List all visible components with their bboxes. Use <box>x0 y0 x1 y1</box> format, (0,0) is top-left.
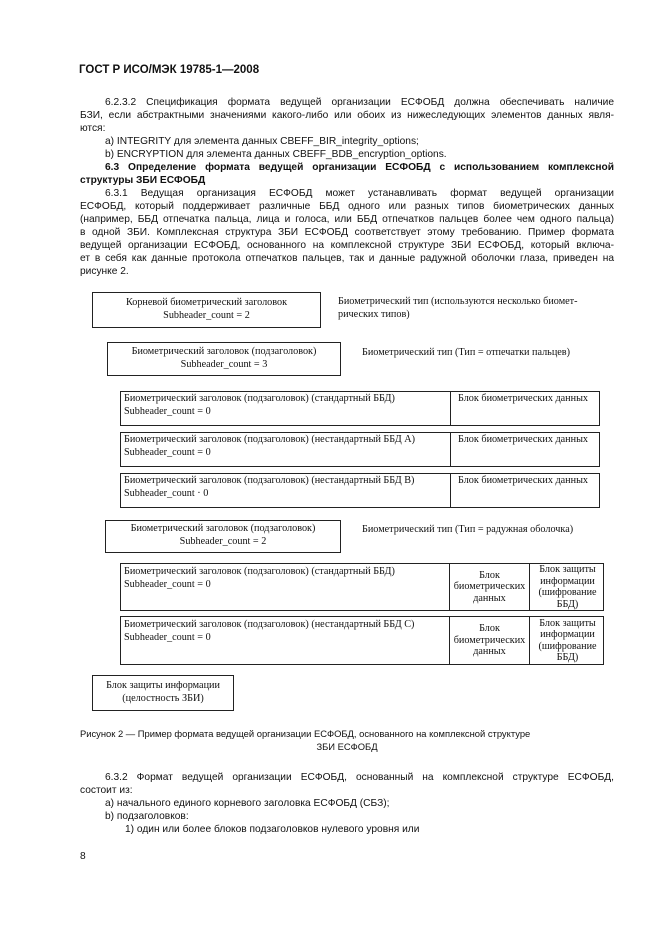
biometric-data-block-label: Блок биометрических данных <box>458 393 589 404</box>
root-type-note-line2: рических типов) <box>338 309 410 320</box>
figure-caption-line1: Рисунок 2 — Пример формата ведущей организации ЕСФОБД, основанного на комплексной структуре <box>80 728 531 739</box>
biometric-data-block <box>449 564 529 610</box>
biometric-data-block <box>450 474 602 507</box>
page-number: 8 <box>80 851 86 862</box>
block-line: биометрических <box>453 581 526 593</box>
paragraph-6-3-2-line2: состоит из: <box>80 785 133 796</box>
security-line: (шифрование <box>538 587 597 598</box>
paragraph-6-2-3-2-line3: ются: <box>80 123 106 134</box>
block-line: данных <box>473 592 506 604</box>
list-item-b: b) ENCRYPTION для элемента данных CBEFF_BDB_encryption_options. <box>105 149 447 160</box>
list-item-a: a) INTEGRITY для элемента данных CBEFF_BIR_integrity_options; <box>105 136 419 147</box>
iris-row-nonstandard-c <box>120 616 604 665</box>
paragraph-6-3-1-line6: ет в себя как данные протокола отпечатков пальцев, так и данные радужной оболочки глаза, приведен на <box>80 253 614 264</box>
block-line: Блок <box>479 623 500 635</box>
fingerprint-subheader-box <box>107 342 341 376</box>
row-count: Subheader_count = 0 <box>124 446 211 458</box>
root-header-title: Корневой биометрический заголовок <box>125 297 288 308</box>
iris-subheader-box <box>105 520 341 553</box>
fingerprint-type-note: Биометрический тип (Тип = отпечатки пальцев) <box>362 347 571 358</box>
integrity-block-line1: Блок защиты информации <box>106 680 220 691</box>
row-title: Биометрический заголовок (подзаголовок) (нестандартный ББД А) <box>124 434 415 445</box>
paragraph-6-3-1-line1: 6.3.1 Ведущая организация ЕСФОБД может устанавливать формат ведущей организации <box>105 188 614 199</box>
fingerprint-row-nonstandard-b <box>120 473 600 508</box>
security-line: Блок защиты <box>539 564 596 575</box>
biometric-data-block <box>450 392 602 425</box>
fingerprint-subheader-title: Биометрический заголовок (подзаголовок) <box>131 346 317 357</box>
block-line: биометрических <box>453 634 526 646</box>
section-heading-line1: 6.3 Определение формата ведущей организации ЕСФОБД с использованием комплексной <box>105 162 614 173</box>
block-line: данных <box>473 646 506 658</box>
security-line: информации <box>540 575 595 587</box>
row-count: Subheader_count = 0 <box>124 405 211 417</box>
security-line: ББД) <box>556 598 579 610</box>
security-line: Блок защиты <box>539 617 596 629</box>
fingerprint-subheader-count: Subheader_count = 3 <box>180 358 268 370</box>
block-line: Блок <box>479 569 500 581</box>
biometric-data-block <box>449 617 529 664</box>
list-item-b-bottom: b) подзаголовков: <box>105 811 189 822</box>
list-item-a-bottom: a) начального единого корневого заголовка ЕСФОБД (СБЗ); <box>105 798 390 809</box>
row-title: Биометрический заголовок (подзаголовок) (нестандартный ББД В) <box>124 475 415 486</box>
security-line: информации <box>540 629 595 640</box>
root-type-note <box>338 295 578 321</box>
fingerprint-row-standard <box>120 391 600 426</box>
list-item-b1: 1) один или более блоков подзаголовков нулевого уровня или <box>125 824 420 835</box>
security-block <box>529 617 605 664</box>
section-heading-line2: структуры ЗБИ ЕСФОБД <box>80 175 206 186</box>
paragraph-6-3-1-line4: в одной ЗБИ. Комплексная структура ЗБИ ЕСФОБД соответствует этому требованию. Пример формата <box>80 227 614 238</box>
figure-caption-line2: ЗБИ ЕСФОБД <box>316 741 378 752</box>
paragraph-6-3-2-line1: 6.3.2 Формат ведущей организации ЕСФОБД, основанный на комплексной структуре ЕСФОБД, <box>105 772 614 783</box>
row-count: Subheader_count = 0 <box>124 578 211 590</box>
paragraph-6-3-1-line7: рисунке 2. <box>80 266 129 277</box>
paragraph-6-3-1-line2: ЕСФОБД, который поддерживает различные ББД одного или разных типов биометрических данных <box>80 201 614 212</box>
row-title: Биометрический заголовок (подзаголовок) (стандартный ББД) <box>124 566 395 577</box>
iris-type-note: Биометрический тип (Тип = радужная оболочка) <box>362 524 574 535</box>
root-header-count: Subheader_count = 2 <box>163 309 250 321</box>
paragraph-6-3-1-line5: ведущей организации ЕСФОБД, основанного на комплексной структуре ЗБИ ЕСФОБД, который включа- <box>80 240 614 251</box>
security-line: (шифрование <box>538 640 597 652</box>
integrity-block <box>92 675 234 711</box>
integrity-block-line2: (целостность ЗБИ) <box>122 692 204 704</box>
paragraph-6-3-1-line3: (например, ББД отпечатка пальца, лица и голоса, или ББД отпечатков пальцев более чем одного пальца) <box>80 214 614 225</box>
row-title: Биометрический заголовок (подзаголовок) (стандартный ББД) <box>124 393 395 404</box>
root-header-box <box>92 292 321 328</box>
paragraph-6-2-3-2-line1: 6.2.3.2 Спецификация формата ведущей организации ЕСФОБД должна обеспечивать наличие <box>105 97 614 108</box>
row-count: Subheader_count · 0 <box>124 487 209 499</box>
biometric-data-block-label: Блок биометрических данных <box>458 434 589 445</box>
biometric-data-block <box>450 433 602 466</box>
security-block <box>529 564 605 610</box>
iris-subheader-count: Subheader_count = 2 <box>179 535 267 547</box>
biometric-data-block-label: Блок биометрических данных <box>458 475 589 486</box>
iris-subheader-title: Биометрический заголовок (подзаголовок) <box>130 523 316 534</box>
row-count: Subheader_count = 0 <box>124 631 211 643</box>
iris-row-standard <box>120 563 604 611</box>
document-header: ГОСТ Р ИСО/МЭК 19785-1—2008 <box>79 64 260 76</box>
paragraph-6-2-3-2-line2: БЗИ, если абстрактными значениями какого-либо или обоих из нижеследующих элементов данных явля- <box>80 110 614 121</box>
fingerprint-row-nonstandard-a <box>120 432 600 467</box>
row-title: Биометрический заголовок (подзаголовок) (нестандартный ББД С) <box>124 619 415 630</box>
security-line: ББД) <box>556 652 579 663</box>
root-type-note-line1: Биометрический тип (используются несколько биомет- <box>338 296 578 307</box>
